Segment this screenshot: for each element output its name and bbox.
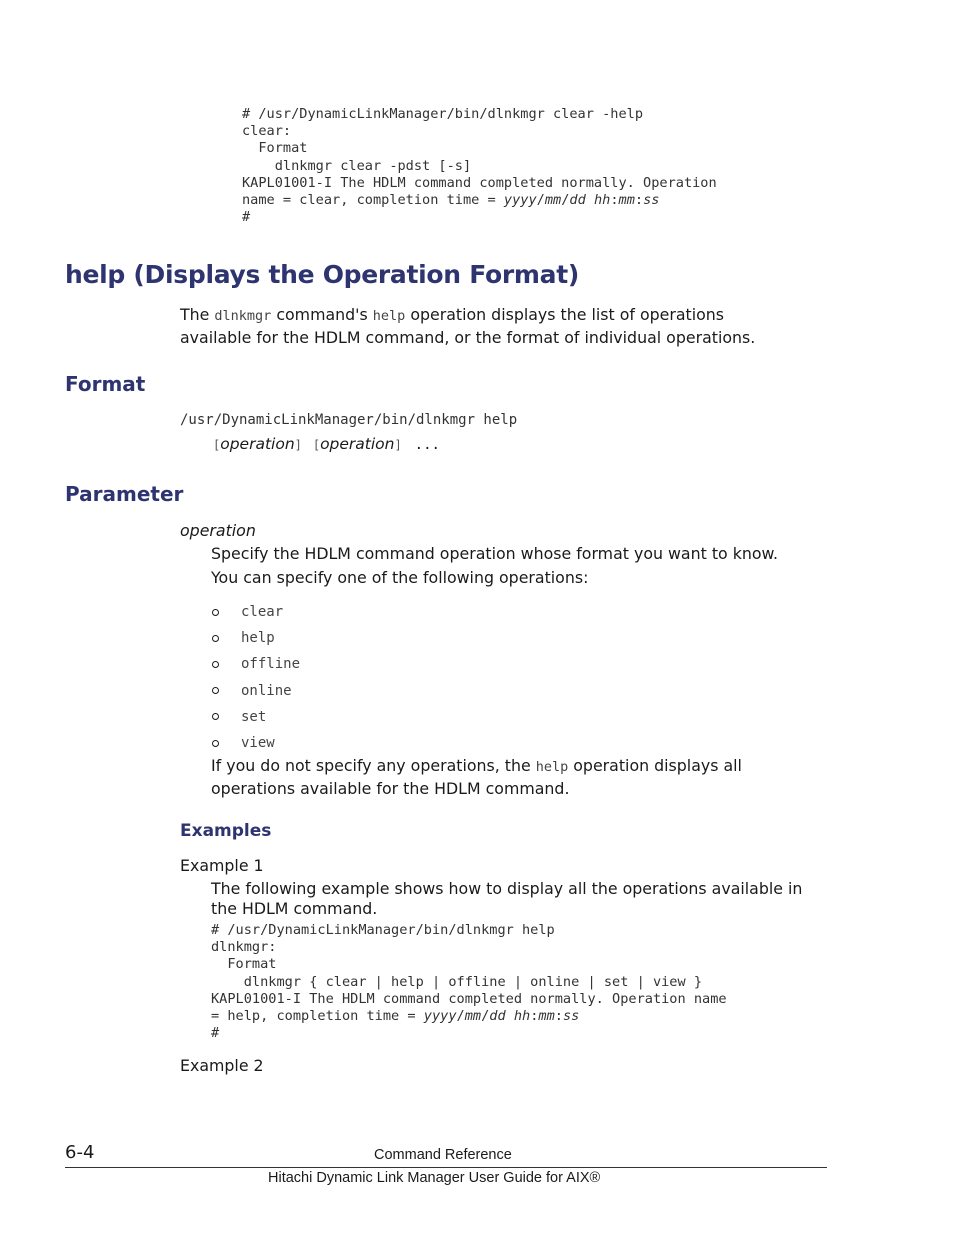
time-var: ss xyxy=(643,192,660,209)
code-line: clear: xyxy=(242,123,292,140)
code-line: Format xyxy=(211,956,277,973)
time-var: hh xyxy=(593,192,611,209)
code-block-example-1 xyxy=(211,922,727,1042)
example-1-desc-line: the HDLM command. xyxy=(211,898,378,918)
time-var: yyyy xyxy=(423,1008,457,1025)
format-heading: Format xyxy=(65,372,146,396)
time-var: mm xyxy=(464,1008,482,1025)
code-block-clear-help xyxy=(242,106,717,226)
intro-code: dlnkmgr xyxy=(214,308,272,324)
bullet-icon xyxy=(212,713,219,720)
time-sep xyxy=(506,1008,514,1024)
intro-line-2: available for the HDLM command, or the format of individual operations. xyxy=(180,328,756,347)
footer-divider xyxy=(65,1167,827,1168)
operation-name: view xyxy=(241,735,275,752)
time-sep xyxy=(586,192,594,208)
intro-text: command's xyxy=(271,305,373,324)
format-arguments xyxy=(213,435,440,453)
time-var: mm xyxy=(618,192,635,209)
intro-line-1 xyxy=(180,304,755,327)
time-sep: / xyxy=(536,192,545,209)
operation-name: help xyxy=(241,630,275,647)
list-item xyxy=(211,704,300,730)
list-item xyxy=(211,625,300,651)
parameter-desc-2: You can specify one of the following operations: xyxy=(211,568,589,587)
time-sep: : xyxy=(634,192,644,209)
format-operation-arg: operation xyxy=(320,435,395,453)
operation-name: clear xyxy=(241,604,284,621)
code-line: # /usr/DynamicLinkManager/bin/dlnkmgr clear -help xyxy=(242,106,644,122)
format-operation-arg: operation xyxy=(220,435,295,453)
list-item xyxy=(211,678,300,704)
time-var: mm xyxy=(538,1008,555,1025)
time-var: ss xyxy=(562,1008,580,1025)
parameter-note xyxy=(211,755,742,799)
bullet-icon xyxy=(212,635,219,642)
list-item xyxy=(211,599,300,625)
time-var: dd xyxy=(489,1008,506,1025)
note-text: If you do not specify any operations, the xyxy=(211,756,536,775)
intro-text: The xyxy=(180,305,215,324)
note-code: help xyxy=(535,759,569,775)
code-line: # xyxy=(211,1025,220,1042)
footer-section-title: Command Reference xyxy=(374,1147,512,1163)
bullet-icon xyxy=(212,740,219,747)
bracket: [ xyxy=(213,438,221,452)
code-line: # xyxy=(242,209,251,226)
code-line: name = clear, completion time = xyxy=(242,192,504,209)
time-var: hh xyxy=(513,1008,531,1025)
note-text: operation displays all xyxy=(568,756,742,775)
time-sep: / xyxy=(561,192,570,209)
list-item xyxy=(211,730,300,756)
time-var: dd xyxy=(569,192,586,209)
page-number: 6-4 xyxy=(65,1142,95,1163)
note-line-2: operations available for the HDLM command. xyxy=(211,779,570,798)
format-command: /usr/DynamicLinkManager/bin/dlnkmgr help xyxy=(180,412,518,428)
time-sep: / xyxy=(481,1008,490,1025)
operation-name: set xyxy=(241,708,267,725)
code-line: Format xyxy=(242,140,308,157)
section-title: help (Displays the Operation Format) xyxy=(65,260,579,289)
intro-code: help xyxy=(372,308,406,324)
bullet-icon xyxy=(212,609,219,616)
time-var: yyyy xyxy=(503,192,537,209)
time-sep: : xyxy=(610,192,619,209)
time-sep: / xyxy=(456,1008,465,1025)
time-sep: : xyxy=(554,1008,563,1025)
bullet-icon xyxy=(212,687,219,694)
code-line: dlnkmgr { clear | help | offline | online | set | view } xyxy=(211,973,703,990)
example-1-desc xyxy=(211,879,802,918)
parameter-heading: Parameter xyxy=(65,482,184,506)
time-var: mm xyxy=(544,192,562,209)
bracket: [ xyxy=(312,438,321,452)
operation-name: online xyxy=(241,682,292,699)
operation-name: offline xyxy=(241,656,301,673)
example-1-label: Example 1 xyxy=(180,856,264,875)
code-line: = help, completion time = xyxy=(211,1008,424,1025)
bullet-icon xyxy=(212,661,219,668)
code-line: KAPL01001-I The HDLM command completed normally. Operation name xyxy=(211,990,727,1007)
time-sep: : xyxy=(530,1008,539,1025)
bracket: ] xyxy=(294,438,302,452)
list-item xyxy=(211,651,300,677)
code-line: dlnkmgr clear -pdst [-s] xyxy=(242,157,472,174)
parameter-desc-1: Specify the HDLM command operation whose format you want to know. xyxy=(211,544,779,563)
footer-book-title: Hitachi Dynamic Link Manager User Guide for AIX® xyxy=(268,1170,601,1186)
code-line: # /usr/DynamicLinkManager/bin/dlnkmgr help xyxy=(211,922,555,938)
note-line-1 xyxy=(211,755,742,778)
intro-text: operation displays the list of operations xyxy=(405,305,725,324)
example-1-desc-line: The following example shows how to display all the operations available in xyxy=(211,879,803,898)
ellipsis: ... xyxy=(414,437,440,453)
intro-paragraph xyxy=(180,304,755,348)
example-2-label: Example 2 xyxy=(180,1056,264,1075)
code-line: KAPL01001-I The HDLM command completed normally. Operation xyxy=(242,174,717,191)
examples-heading: Examples xyxy=(180,821,272,841)
code-line: dlnkmgr: xyxy=(211,939,277,956)
bracket: ] xyxy=(394,438,402,452)
operations-list xyxy=(211,599,300,756)
parameter-name: operation xyxy=(180,521,256,540)
